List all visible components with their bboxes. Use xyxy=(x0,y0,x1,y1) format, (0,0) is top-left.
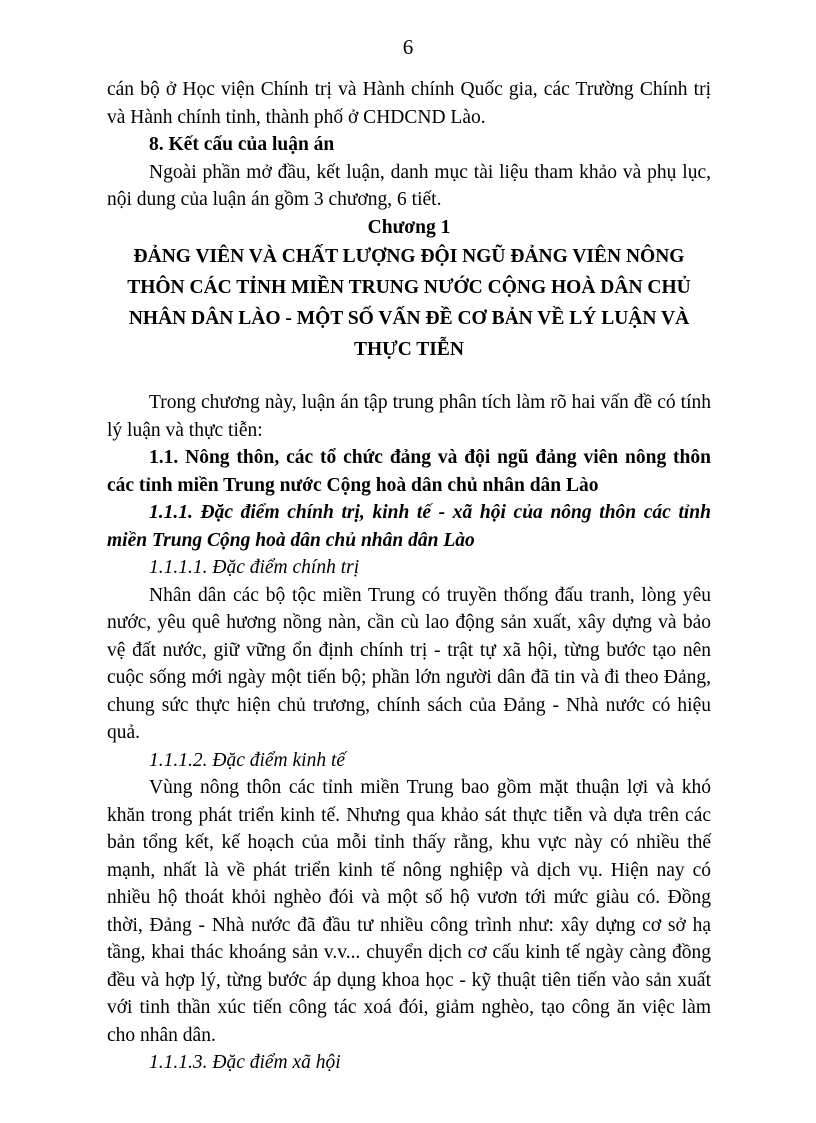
section-heading-1-1-1-2: 1.1.1.2. Đặc điểm kinh tế xyxy=(149,749,346,771)
chapter-label: Chương 1 xyxy=(367,216,451,238)
paragraph-economy: Vùng nông thôn các tỉnh miền Trung bao gồm mặt thuận lợi và khó khăn trong phát triển kinh tế. Nhưng qua khảo sát thực tiễn và dựa trên các bản tổng kết, kế hoạch của mỗi tỉnh thấy rằng, khu vực này có nhiều thế mạnh, nhất là về phát triển kinh tế nông nghiệp và dịch vụ. Hiện nay có nhiều hộ thoát khỏi nghèo đói và một số hộ vươn tới mức giàu có. Đồng thời, Đảng - Nhà nước đã đầu tư nhiều công trình như: xây dựng cơ sở hạ tầng, khai thác khoáng sản v.v... chuyển dịch cơ cấu kinh tế ngày càng đồng đều và hợp lý, từng bước áp dụng khoa học - kỹ thuật tiên tiến vào sản xuất với tinh thần xúc tiến công tác xoá đói, giảm nghèo, tạo công ăn việc làm cho nhân dân. xyxy=(107,777,711,1046)
section-heading-1-1-1-3: 1.1.1.3. Đặc điểm xã hội xyxy=(149,1052,341,1073)
paragraph-politics: Nhân dân các bộ tộc miền Trung có truyền thống đấu tranh, lòng yêu nước, yêu quê hương nồng nàn, cần cù lao động sản xuất, xây dựng và bảo vệ đất nước, giữ vững ổn định chính trị - trật tự xã hội, từng bước tạo nên cuộc sống mới ngày một tiến bộ; phần lớn người dân đã tin và đi theo Đảng, chung sức thực hiện chủ trương, chính sách của Đảng - Nhà nước có hiệu quả. xyxy=(107,584,711,743)
section-heading-1-1-1: 1.1.1. Đặc điểm chính trị, kinh tế - xã hội của nông thôn các tỉnh miền Trung Cộng hoà dân chủ nhân dân Lào xyxy=(107,502,711,551)
chapter-title: ĐẢNG VIÊN VÀ CHẤT LƯỢNG ĐỘI NGŨ ĐẢNG VIÊN NÔNG THÔN CÁC TỈNH MIỀN TRUNG NƯỚC CỘNG HOÀ DÂN CHỦ NHÂN DÂN LÀO - MỘT SỐ VẤN ĐỀ CƠ BẢN VỀ LÝ LUẬN VÀ THỰC TIỄN xyxy=(127,246,691,360)
section-heading-1-1-1-1: 1.1.1.1. Đặc điểm chính trị xyxy=(149,557,360,578)
paragraph-intro: Trong chương này, luận án tập trung phân tích làm rõ hai vấn đề có tính lý luận và thực tiễn: xyxy=(107,392,711,441)
page-body xyxy=(107,76,711,1077)
section-heading-1-1: 1.1. Nông thôn, các tổ chức đảng và đội ngũ đảng viên nông thôn các tỉnh miền Trung nước Cộng hoà dân chủ nhân dân Lào xyxy=(107,447,711,496)
paragraph-structure: Ngoài phần mở đầu, kết luận, danh mục tài liệu tham khảo và phụ lục, nội dung của luận án gồm 3 chương, 6 tiết. xyxy=(107,161,711,210)
spacer xyxy=(107,365,711,389)
page-number: 6 xyxy=(402,35,414,59)
section-heading-8: 8. Kết cấu của luận án xyxy=(149,134,335,155)
paragraph-continuation: cán bộ ở Học viện Chính trị và Hành chính Quốc gia, các Trường Chính trị và Hành chính tỉnh, thành phố ở CHDCND Lào. xyxy=(107,79,711,128)
